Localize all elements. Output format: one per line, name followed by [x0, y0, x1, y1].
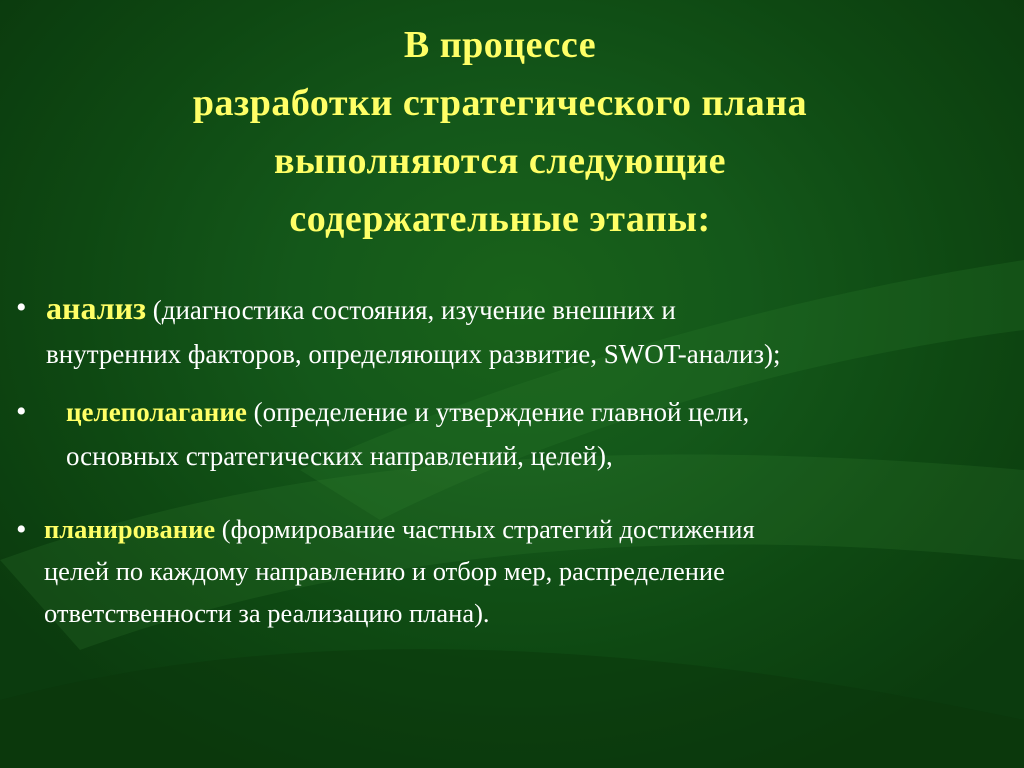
title-line-1: В процессе	[403, 24, 597, 66]
title-line-2: разработки стратегического плана	[192, 82, 808, 124]
desc-goal-setting-line-2: основных стратегических направлений, целей),	[66, 441, 613, 471]
bullet-icon: •	[16, 291, 27, 324]
desc-goal-setting-line-1: (определение и утверждение главной цели,	[253, 397, 750, 427]
desc-planning-line-1: (формирование частных стратегий достижения	[221, 514, 755, 544]
swoosh-band-bottom	[0, 649, 1024, 768]
term-planning: планирование	[44, 514, 216, 544]
bullet-icon: •	[16, 513, 27, 546]
term-goal-setting: целеполагание	[66, 397, 247, 427]
list-item-analysis	[46, 286, 986, 376]
list-item-planning	[44, 508, 994, 634]
desc-analysis-line-1: (диагностика состояния, изучение внешних и	[152, 295, 676, 325]
term-analysis: анализ	[46, 290, 146, 326]
title-line-4: содержательные этапы:	[289, 198, 711, 240]
desc-analysis-line-2: внутренних факторов, определяющих развитие, SWOT-анализ);	[46, 339, 781, 369]
title-line-3: выполняются следующие	[273, 140, 727, 182]
list-item-goal-setting	[66, 390, 986, 478]
slide-title	[80, 16, 920, 248]
desc-planning-line-3: ответственности за реализацию плана).	[44, 598, 490, 628]
desc-planning-line-2: целей по каждому направлению и отбор мер, распределение	[44, 556, 725, 586]
bullet-icon: •	[16, 395, 27, 428]
